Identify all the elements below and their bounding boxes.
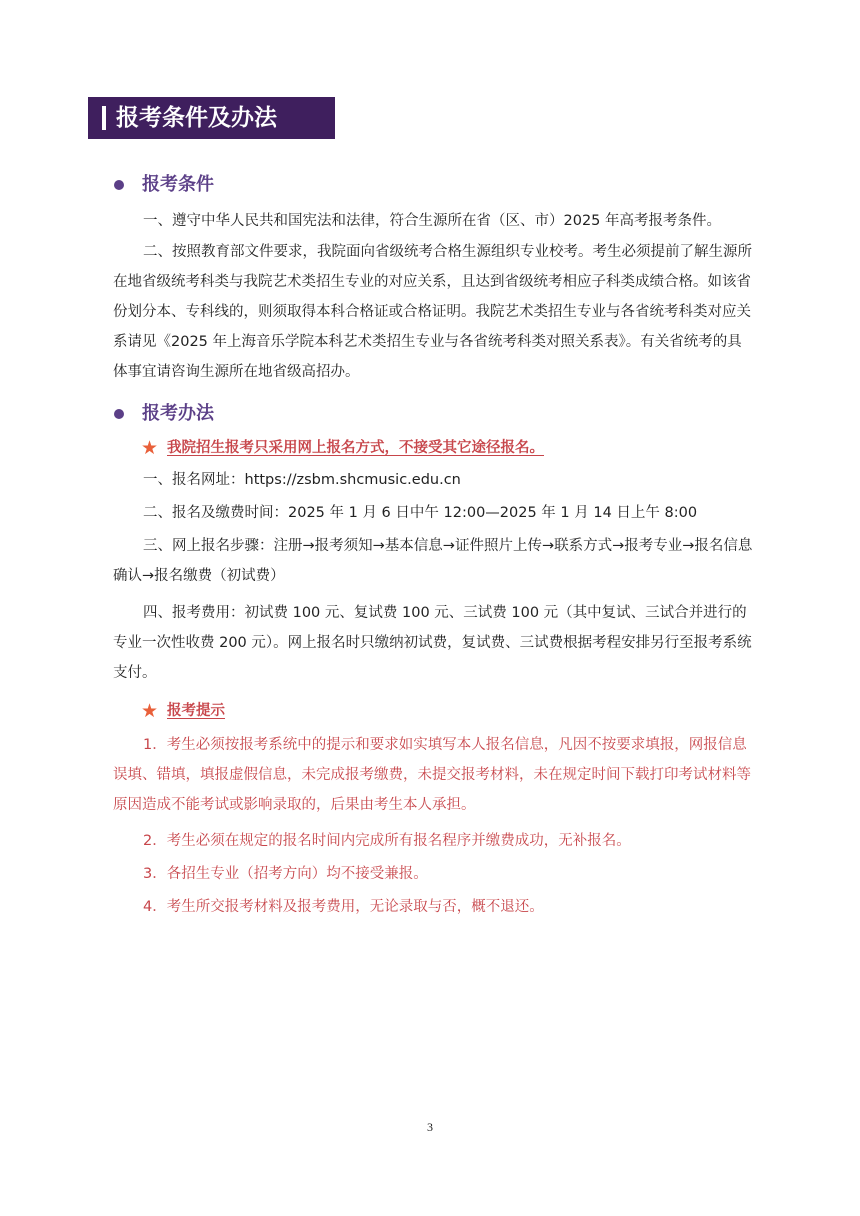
tip-item-4: 4．考生所交报考材料及报考费用，无论录取与否，概不退还。 <box>143 899 544 915</box>
tip-item-1: 1．考生必须按报考系统中的提示和要求如实填写本人报名信息，凡因不按要求填报，网报信息误填、错填，填报虚假信息，未完成报考缴费，未提交报考材料，未在规定时间下载打印考试材料等原因造成不能考试或影响录取的，后果由考生本人承担。 <box>113 737 751 813</box>
tip-item-3: 3．各招生专业（招考方向）均不接受兼报。 <box>143 866 428 882</box>
online-only-notice: ★ 我院招生报考只采用网上报名方式，不接受其它途径报名。 <box>141 433 544 463</box>
bullet-dot-icon <box>114 409 124 419</box>
condition-item-2: 二、按照教育部文件要求，我院面向省级统考合格生源组织专业校考。考生必须提前了解生源所在地省级统考科类与我院艺术类招生专业的对应关系，且达到省级统考相应子科类成绩合格。如该省份划分本、专科线的，则须取得本科合格证或合格证明。我院艺术类招生专业与各省统考科类对应关系请见《2025 年上海音乐学院本科艺术类招生专业与各省统考科类对照关系表》。有关省统考的具体事宜请咨询生源所在地省级高招办。 <box>113 244 752 380</box>
method-item-2: 二、报名及缴费时间：2025 年 1 月 6 日中午 12:00—2025 年 1 月 14 日上午 8:00 <box>143 505 698 521</box>
tip-item-2: 2．考生必须在规定的报名时间内完成所有报名程序并缴费成功，无补报名。 <box>143 833 631 849</box>
section-title: 报考条件及办法 <box>116 105 277 131</box>
condition-item-1: 一、遵守中华人民共和国宪法和法律，符合生源所在省（区、市）2025 年高考报考条件。 <box>143 213 722 229</box>
method-item-3: 三、网上报名步骤：注册→报考须知→基本信息→证件照片上传→联系方式→报考专业→报名信息确认→报名缴费（初试费） <box>113 538 753 584</box>
tips-heading: ★ 报考提示 <box>141 696 225 726</box>
bullet-dot-icon <box>114 180 124 190</box>
method-item-1: 一、报名网址：https://zsbm.shcmusic.edu.cn <box>143 472 461 488</box>
star-icon: ★ <box>141 700 159 722</box>
method-item-4: 四、报考费用：初试费 100 元、复试费 100 元、三试费 100 元（其中复试、三试合并进行的专业一次性收费 200 元）。网上报名时只缴纳初试费，复试费、三试费根据考程安排另行至报考系统支付。 <box>113 605 752 681</box>
star-icon: ★ <box>141 437 159 459</box>
banner-bar <box>102 106 106 130</box>
page-number: 3 <box>427 1120 433 1134</box>
section-title-banner <box>88 97 335 139</box>
